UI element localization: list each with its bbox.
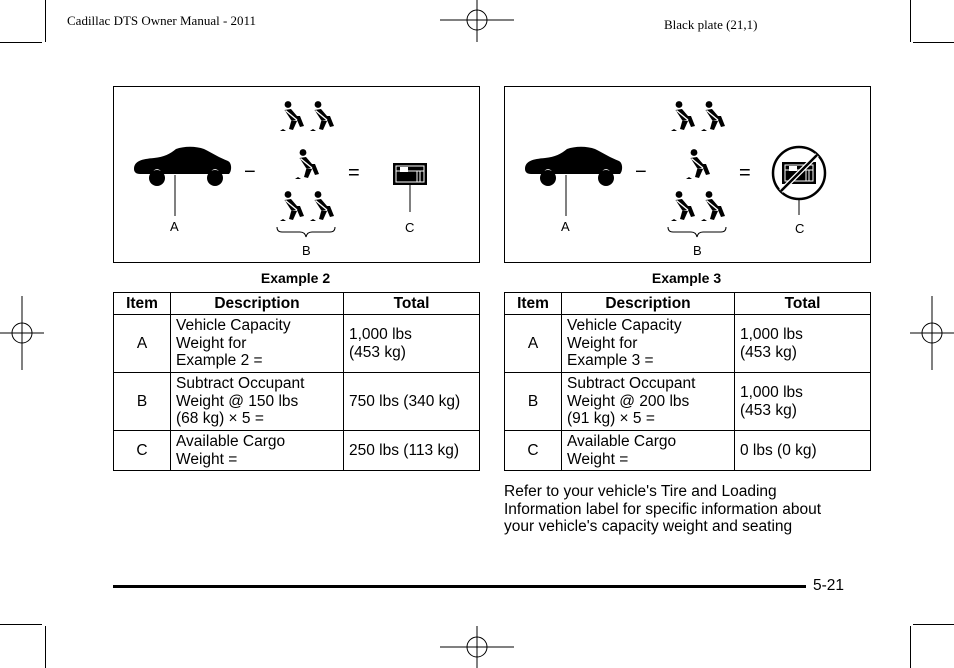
seatbelt-occupant-icon <box>701 191 725 221</box>
crop-mark <box>45 626 46 668</box>
seatbelt-occupant-icon <box>671 191 695 221</box>
total-line: (453 kg) <box>740 343 797 361</box>
seatbelt-occupant-icon <box>701 101 725 131</box>
crop-mark <box>910 0 911 42</box>
item-cell: B <box>114 373 171 431</box>
description-line: (68 kg) × 5 = <box>176 410 264 428</box>
description-line: Weight @ 150 lbs <box>176 392 299 410</box>
total-line: 1,000 lbs <box>349 326 412 343</box>
seatbelt-occupant-icon <box>671 101 695 131</box>
footer-rule <box>113 585 806 588</box>
vehicle-icon <box>134 147 231 186</box>
total-cell <box>735 431 871 471</box>
paragraph-line: your vehicle's capacity weight and seating <box>504 518 793 535</box>
seatbelt-occupant-icon <box>280 191 304 221</box>
crop-mark <box>913 42 954 43</box>
plate-label: Black plate (21,1) <box>664 17 758 32</box>
total-line: 1,000 lbs <box>740 326 803 343</box>
table-row <box>505 315 871 373</box>
load-diagram-example-2 <box>113 86 480 263</box>
label-a: A <box>170 219 179 234</box>
figure-caption: Example 3 <box>651 270 722 286</box>
item-cell: C <box>114 431 171 471</box>
equals-sign: = <box>739 162 751 184</box>
item-cell: C <box>505 431 562 471</box>
seatbelt-occupant-icon <box>310 101 334 131</box>
minus-sign: − <box>635 161 647 183</box>
registration-mark-left <box>0 296 44 370</box>
label-b: B <box>302 243 311 258</box>
description-cell <box>171 373 344 431</box>
label-b: B <box>693 243 702 258</box>
description-line: Subtract Occupant <box>176 375 305 393</box>
registration-mark-top <box>440 0 514 42</box>
label-c: C <box>405 220 415 235</box>
seatbelt-occupant-icon <box>686 149 710 179</box>
item-cell: B <box>505 373 562 431</box>
total-line: 250 lbs (113 kg) <box>349 441 459 459</box>
description-line: Available Cargo <box>567 433 677 450</box>
paragraph-line: Refer to your vehicle's Tire and Loading <box>504 483 777 500</box>
description-line: Weight @ 200 lbs <box>567 392 690 410</box>
description-line: Vehicle Capacity <box>567 317 682 335</box>
total-cell <box>735 373 871 431</box>
description-line: Example 2 = <box>176 352 263 370</box>
equals-sign: = <box>348 162 360 184</box>
page-number: 5-21 <box>813 577 845 594</box>
registration-mark-bottom <box>440 626 514 668</box>
label-c: C <box>795 221 805 236</box>
description-cell <box>562 373 735 431</box>
description-cell <box>562 431 735 471</box>
description-line: Subtract Occupant <box>567 375 696 393</box>
no-cargo-icon <box>773 147 825 199</box>
description-line: (91 kg) × 5 = <box>567 410 655 428</box>
column-header-item: Item <box>505 293 562 315</box>
manual-title: Cadillac DTS Owner Manual - 2011 <box>67 13 257 28</box>
total-cell <box>344 373 480 431</box>
total-line: 750 lbs (340 kg) <box>349 392 461 410</box>
column-header-description: Description <box>562 293 735 315</box>
item-cell: A <box>114 315 171 373</box>
paragraph-line: Information label for specific information about <box>504 500 822 518</box>
item-cell: A <box>505 315 562 373</box>
description-line: Example 3 = <box>567 352 654 370</box>
minus-sign: − <box>244 161 256 183</box>
description-cell <box>562 315 735 373</box>
table-row <box>114 373 480 431</box>
seatbelt-occupant-icon <box>295 149 319 179</box>
description-line: Available Cargo <box>176 433 286 450</box>
table-header-row <box>505 293 871 315</box>
label-a: A <box>561 219 570 234</box>
figure-caption: Example 2 <box>260 270 331 286</box>
cargo-box-icon <box>393 163 427 185</box>
registration-mark-right <box>910 296 954 370</box>
total-line: (453 kg) <box>349 343 406 361</box>
column-header-total: Total <box>735 293 871 315</box>
column-header-description: Description <box>171 293 344 315</box>
description-cell <box>171 431 344 471</box>
crop-mark <box>45 0 46 42</box>
table-row <box>505 373 871 431</box>
seatbelt-occupant-icon <box>280 101 304 131</box>
description-line: Vehicle Capacity <box>176 317 291 335</box>
description-line: Weight for <box>567 334 638 352</box>
total-cell <box>344 315 480 373</box>
table-header-row <box>114 293 480 315</box>
vehicle-icon <box>525 147 622 186</box>
body-paragraph <box>504 483 864 536</box>
crop-mark <box>913 624 954 625</box>
load-diagram-example-3 <box>504 86 871 263</box>
description-cell <box>171 315 344 373</box>
total-line: (453 kg) <box>740 401 797 419</box>
capacity-table-example-2 <box>113 292 480 471</box>
total-cell <box>735 315 871 373</box>
column-header-total: Total <box>344 293 480 315</box>
table-row <box>114 315 480 373</box>
table-row <box>114 431 480 471</box>
capacity-table-example-3 <box>504 292 871 471</box>
description-line: Weight = <box>176 450 238 468</box>
total-line: 0 lbs (0 kg) <box>740 441 817 459</box>
table-row <box>505 431 871 471</box>
crop-mark <box>0 624 42 625</box>
crop-mark <box>910 626 911 668</box>
description-line: Weight = <box>567 450 629 468</box>
seatbelt-occupant-icon <box>310 191 334 221</box>
crop-mark <box>0 42 42 43</box>
column-header-item: Item <box>114 293 171 315</box>
total-line: 1,000 lbs <box>740 384 803 401</box>
total-cell <box>344 431 480 471</box>
description-line: Weight for <box>176 334 247 352</box>
